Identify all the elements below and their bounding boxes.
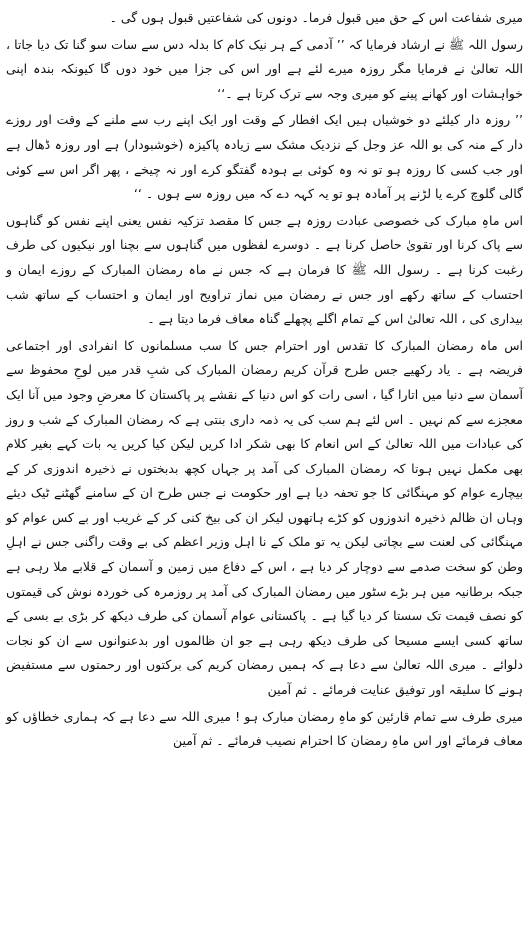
paragraph-intercession: میری شفاعت اس کے حق میں قبول فرما۔ دونوں کی شفاعتیں قبول ہوں گی ۔ (109, 10, 523, 25)
paragraph-ramadan-sanctity: اس ماہ رمضان المبارک کا تقدس اور احترام جس کا سب مسلمانوں کا انفرادی اور اجتماعی فریضہ ہے ۔ یاد رکھیے جس طرح قرآن کریم رمضان المبارک کی شبِ قدر میں لوحِ محفوظ سے آسمان سے دنیا میں اتارا گیا ، اسی رات کو اس دنیا کے نقشے پر پاکستان کا معرضِ وجود میں آنا ایک معجزے سے کم نہیں ۔ اس لئے ہم سب کی یہ ذمہ داری بنتی ہے کہ رمضان المبارک کے شب و روز کی عبادات میں اللہ تعالیٰ کے اس انعام کا بھی شکر ادا کریں لیکن کیا کریں یہ بات کہے بغیر کلام بھی مکمل نہیں ہوتا کہ رمضان المبارک کی آمد پر جہاں کچھ بدبختوں نے ذخیرہ اندوزی کر کے بیچارے عوام کو مہنگائی کا جو تحفہ دیا ہے اور حکومت نے جس طرح ان کے سامنے گھٹنے ٹیک دیئے وہاں ان ظالم ذخیرہ اندوزوں کو کڑے ہاتھوں لیکر ان کی بیخ کنی کر کے غریب اور بے کس عوام کو مہنگائی کی لعنت سے بچاتی لیکن یہ تو ملک کے نا اہل وزیر اعظم کی بے وقت راگنی جس نے اہلِ وطن کو سخت صدمے سے دوچار کر دیا ہے ، اس کے دفاع میں زمین و آسمان کے قلابے ملا رہی ہے جبکہ برطانیہ میں ہر بڑے سٹور میں رمضان المبارک کی آمد پر روزمرہ کی خوردہ نوش کی قیمتوں کو نصف قیمت تک سستا کر دیا گیا ہے ۔ پاکستانی عوام آسمان کی طرف دیکھ کر بڑی بے بسی کے ساتھ کسی ایسے مسیحا کی طرف دیکھ رہی ہے جو ان ظالموں اور بدعنوانوں سے ان کو نجات دلوائے ۔ میری اللہ تعالیٰ سے دعا ہے کہ ہمیں رمضان کریم کی برکتوں اور رحمتوں سے مستفیض ہونے کا سلیقہ اور توفیق عنایت فرمائے ۔ ثم آمین (6, 337, 523, 698)
paragraph-purpose-of-fasting: اس ماہِ مبارک کی خصوصی عبادت روزہ ہے جس کا مقصد تزکیہ نفس یعنی اپنے نفس کو گناہوں سے پاک کرنا اور تقویٰ حاصل کرنا ہے ۔ دوسرے لفظوں میں گناہوں سے بچنا اور نیکیوں کی طرف رغبت کرنا ہے ۔ رسول اللہ ﷺ کا فرمان ہے کہ جس نے ماہ رمضان المبارک کے روزے ایمان و احتساب کے ساتھ رکھے اور جس نے رمضان میں نماز تراویح اور ایمان و احتساب کے ساتھ شب بیداری کی ، اللہ تعالیٰ اس کے تمام اگلے پچھلے گناہ معاف فرما دیتا ہے ۔ (6, 212, 523, 327)
paragraph-closing-prayer: میری طرف سے تمام قارئین کو ماہِ رمضان مبارک ہو ! میری اللہ سے دعا ہے کہ ہماری خطاؤں کو معاف فرمائے اور اس ماہِ رمضان کا احترام نصیب فرمائے ۔ ثم آمین (6, 708, 523, 749)
paragraph-hadith-fasting-reward: رسول اللہ ﷺ نے ارشاد فرمایا کہ ’’ آدمی کے ہر نیک کام کا بدلہ دس سے سات سو گنا تک دیا جاتا ، اللہ تعالیٰ نے فرمایا مگر روزہ میرے لئے ہے اور اس کی جزا میں خود دوں گا کیونکہ بندہ اپنی خواہشات اور کھانے پینے کو میری وجہ سے ترک کرتا ہے ۔‘‘ (6, 36, 523, 101)
paragraph-hadith-two-joys: ’’ روزہ دار کیلئے دو خوشیاں ہیں ایک افطار کے وقت اور ایک اپنے رب سے ملنے کے وقت اور روزے دار کے منہ کی بو اللہ عز وجل کے نزدیک مشک سے زیادہ پاکیزہ (خوشبودار) ہے اور روزہ ڈھال ہے اور جب کسی کا روزہ ہو تو نہ وہ کوئی بے ہودہ گفتگو کرے اور نہ چیخے ، پھر اگر اس سے کوئی گالی گلوچ کرے یا لڑنے پر آمادہ ہو تو یہ کہہ دے کہ میں روزہ سے ہوں ۔ ‘‘ (6, 112, 523, 202)
